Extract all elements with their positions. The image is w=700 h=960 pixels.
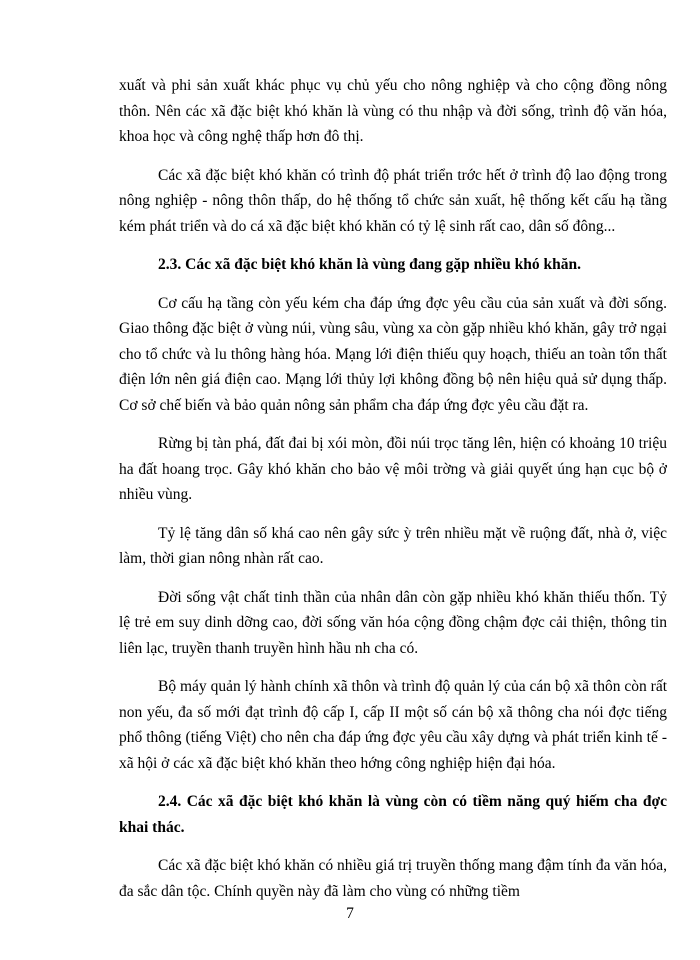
page-body [119,73,667,917]
paragraph-infrastructure: Cơ cấu hạ tầng còn yếu kém cha đáp ứng đợc yêu cầu của sản xuất và đời sống. Giao thông đặc biệt ở vùng núi, vùng sâu, vùng xa còn gặp nhiều khó khăn, gây trở ngại cho tổ chức và lu thông hàng hóa. Mạng lới điện thiếu quy hoạch, thiếu an toàn tổn thất điện lớn nên giá điện cao. Mạng lới thủy lợi không đồng bộ nên hiệu quả sử dụng thấp. Cơ sở chế biến và bảo quản nông sản phẩm cha đáp ứng đợc yêu cầu đặt ra. [119,294,667,414]
paragraph-continuation: xuất và phi sản xuất khác phục vụ chủ yếu cho nông nghiệp và cho cộng đồng nông thôn. Nên các xã đặc biệt khó khăn là vùng có thu nhập và đời sống, trình độ văn hóa, khoa học và công nghệ thấp hơn đô thị. [119,77,667,145]
page-number: 7 [346,905,354,922]
paragraph-living-conditions: Đời sống vật chất tinh thần của nhân dân còn gặp nhiều khó khăn thiếu thốn. Tỷ lệ trẻ em suy dinh dỡng cao, đời sống văn hóa cộng đồng chậm đợc cải thiện, thông tin liên lạc, truyền thanh truyền hình hầu nh cha có. [119,588,667,657]
paragraph-population: Tỷ lệ tăng dân số khá cao nên gây sức ỳ trên nhiều mặt về ruộng đất, nhà ở, việc làm, thời gian nông nhàn rất cao. [119,524,667,567]
paragraph-administration: Bộ máy quản lý hành chính xã thôn và trình độ quản lý của cán bộ xã thôn còn rất non yếu, đa số mới đạt trình độ cấp I, cấp II một số cán bộ xã thông cha nói đợc tiếng phổ thông (tiếng Việt) cho nên cha đáp ứng đợc yêu cầu xây dựng và phát triển kinh tế - xã hội ở các xã đặc biệt khó khăn theo hớng công nghiệp hiện đại hóa. [119,678,667,772]
section-heading-2-3: 2.3. Các xã đặc biệt khó khăn là vùng đang gặp nhiều khó khăn. [158,256,581,273]
section-heading-2-4: 2.4. Các xã đặc biệt khó khăn là vùng còn có tiềm năng quý hiếm cha đợc khai thác. [119,793,667,836]
paragraph-development-level: Các xã đặc biệt khó khăn có trình độ phát triển trớc hết ở trình độ lao động trong nông nghiệp - nông thôn thấp, do hệ thống tổ chức sản xuất, hệ thống kết cấu hạ tầng kém phát triển và do cá xã đặc biệt khó khăn có tỷ lệ sinh rất cao, dân số đông... [119,166,667,235]
paragraph-forests: Rừng bị tàn phá, đất đai bị xói mòn, đồi núi trọc tăng lên, hiện có khoảng 10 triệu ha đất hoang trọc. Gây khó khăn cho bảo vệ môi trờng và giải quyết úng hạn cục bộ ở nhiều vùng. [119,435,667,503]
paragraph-potential: Các xã đặc biệt khó khăn có nhiều giá trị truyền thống mang đậm tính đa văn hóa, đa sắc dân tộc. Chính quyền này đã làm cho vùng có những tiềm [119,857,667,900]
